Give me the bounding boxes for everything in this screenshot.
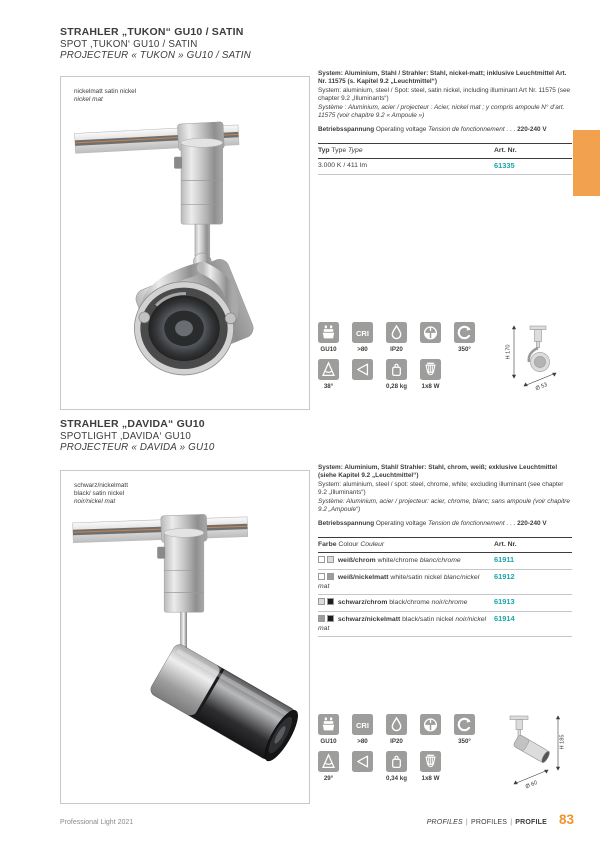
product-photo-davida (60, 470, 310, 804)
spec-text-en: System: aluminium, steel / spot: steel, chrome, white; excluding illuminant (see chapter 9.2 „Illuminants“) (318, 480, 564, 497)
voltage-label-fr: Tension de fonctionnement (428, 520, 505, 528)
rotation-label: 350° (458, 346, 471, 353)
voltage-label-de: Betriebsspannung (318, 126, 375, 134)
colour-swatch (318, 573, 325, 580)
dots: . . . (506, 520, 516, 528)
dim-diameter: Ø 60 (524, 779, 539, 791)
lamp-icon (420, 359, 441, 380)
type-table-header (318, 144, 572, 159)
voltage-value: 220-240 V (517, 520, 547, 528)
beam-angle-icon (318, 359, 339, 380)
caption-line: black/ satin nickel (74, 490, 125, 497)
section-tukon-specs (318, 70, 572, 175)
section-davida-specs (318, 464, 572, 637)
art-number: 61913 (494, 597, 515, 607)
photo-caption (74, 482, 128, 506)
ip-drop-icon (386, 322, 407, 343)
table-row (318, 159, 572, 175)
dim-diameter: Ø 53 (534, 382, 549, 393)
lamp-exchange-icon (420, 322, 441, 343)
colour-row: weiß/chrom white/chrome blanc/chrome 61911 (318, 553, 572, 570)
beam-label: 38° (323, 383, 334, 390)
colour-swatch (327, 556, 334, 563)
rotation-label: 350° (458, 738, 471, 745)
col-colour: Farbe Colour Couleur (318, 540, 385, 548)
spotlight-photo-illustration (61, 471, 309, 803)
art-number: 61912 (494, 572, 515, 582)
dots: . . . (506, 126, 516, 134)
spec-text-de: System: Aluminium, Stahl/ Strahler: Stahl, chrom, weiß; exklusive Leuchtmittel (siehe Kapitel 9.2 „Leuchtmittel“) (318, 464, 558, 480)
davida-feature-icons (318, 714, 475, 788)
product-title-en: SPOTLIGHT ‚DAVIDA‘ GU10 (60, 430, 192, 442)
product-title-en: SPOT ‚TUKON‘ GU10 / SATIN (60, 38, 198, 50)
tukon-dimension-drawing (500, 320, 570, 402)
colour-row: weiß/nickelmatt white/satin nickel blanc/nickel mat 61912 (318, 570, 572, 595)
beam-label: 29° (323, 775, 334, 782)
socket-label: GU10 (320, 346, 337, 353)
page-footer (60, 812, 574, 827)
socket-label: GU10 (320, 738, 337, 745)
voltage-value: 220-240 V (517, 126, 547, 134)
colour-swatch (318, 615, 325, 622)
art-number: 61914 (494, 614, 515, 624)
lamp-label: 1x8 W (421, 383, 440, 390)
davida-dimension-drawing (492, 708, 574, 803)
triangle-icon (352, 359, 373, 380)
colour-row: schwarz/chrom black/chrome noir/chrome 61913 (318, 595, 572, 612)
section-davida-heading (60, 419, 215, 454)
colour-table-header (318, 538, 572, 553)
rotation-icon (454, 322, 475, 343)
spec-text-en: System: aluminium, steel / Spot: steel, satin nickel, including illuminant Art Nr. 11575 (see chapter 9.2 „Illuminants“) (318, 86, 571, 103)
gu10-socket-icon (318, 322, 339, 343)
beam-angle-icon (318, 751, 339, 772)
gu10-socket-icon (318, 714, 339, 735)
chapter-tab[interactable] (573, 130, 600, 196)
colour-swatch (318, 556, 325, 563)
spec-text-de: System: Aluminium, Stahl / Strahler: Stahl, nickel-matt; inklusive Leuchtmittel Art. Nr. 11575 (s. Kapitel 9.2 „Leuchtmittel“) (318, 70, 567, 86)
lamp-label: 1x8 W (421, 775, 440, 782)
spec-text-fr: Système: Aluminium, acier / projecteur: acier, chrome, blanc; sans ampoule (voir chapitre 9.2 „Ampoule“) (318, 497, 570, 514)
colour-swatch (327, 598, 334, 605)
colour-swatch (327, 573, 334, 580)
col-art-nr: Art. Nr. (494, 146, 517, 154)
rotation-icon (454, 714, 475, 735)
photo-caption (74, 88, 136, 104)
weight-icon (386, 751, 407, 772)
voltage-line (318, 126, 572, 134)
lamp-icon (420, 751, 441, 772)
cri-label: >80 (357, 346, 368, 353)
product-title-de: STRAHLER „DAVIDA“ GU10 (60, 418, 205, 430)
colour-row: schwarz/nickelmatt black/satin nickel noir/nickel mat 61914 (318, 612, 572, 637)
voltage-label-de: Betriebsspannung (318, 520, 375, 528)
product-title-de: STRAHLER „TUKON“ GU10 / SATIN (60, 26, 244, 38)
dim-height: H 170 (505, 344, 512, 360)
product-title-fr: PROJECTEUR « TUKON » GU10 / SATIN (60, 50, 251, 61)
caption-line: nickelmatt satin nickel (74, 88, 137, 95)
footer-chapter: PROFILES | PROFILES | PROFILE (426, 819, 547, 826)
caption-line: noir/nickel mat (74, 498, 116, 505)
product-photo-tukon (60, 76, 310, 410)
ip-label: IP20 (390, 738, 403, 745)
weight-label: 0,34 kg (386, 775, 407, 782)
section-tukon-heading (60, 27, 251, 62)
voltage-line (318, 520, 572, 528)
colour-table (318, 537, 572, 637)
page-number: 83 (558, 812, 574, 827)
spotlight-photo-illustration (61, 77, 309, 409)
colour-swatch (318, 598, 325, 605)
weight-label: 0,28 kg (386, 383, 407, 390)
lamp-exchange-icon (420, 714, 441, 735)
cri-label: >80 (357, 738, 368, 745)
svg-text:CRI: CRI (355, 328, 370, 338)
product-title-fr: PROJECTEUR « DAVIDA » GU10 (60, 442, 215, 453)
ip-label: IP20 (390, 346, 403, 353)
cri-icon (352, 322, 373, 343)
voltage-label-en: Operating voltage (375, 520, 427, 528)
art-number: 61335 (494, 161, 515, 171)
col-type: Typ Type Type (318, 146, 363, 154)
voltage-label-fr: Tension de fonctionnement (428, 126, 505, 134)
dim-height: H 185 (559, 734, 566, 750)
type-value: 3.000 K / 411 lm (318, 162, 367, 170)
type-table (318, 143, 572, 175)
voltage-label-en: Operating voltage (375, 126, 427, 134)
ip-drop-icon (386, 714, 407, 735)
art-number: 61911 (494, 555, 515, 565)
svg-text:CRI: CRI (355, 720, 370, 730)
caption-line: nickel mat (74, 96, 103, 103)
col-art-nr: Art. Nr. (494, 540, 517, 548)
tukon-feature-icons (318, 322, 475, 396)
caption-line: schwarz/nickelmatt (74, 482, 128, 489)
triangle-icon (352, 751, 373, 772)
footer-catalog-name: Professional Light 2021 (60, 819, 134, 826)
cri-icon (352, 714, 373, 735)
weight-icon (386, 359, 407, 380)
colour-swatch (327, 615, 334, 622)
spec-text-fr: Système : Aluminium, acier / projecteur : Acier, nickel mat ; y compris ampoule N° d’art. 11575 (voir chapitre 9.2 « Ampoule ») (318, 103, 565, 120)
